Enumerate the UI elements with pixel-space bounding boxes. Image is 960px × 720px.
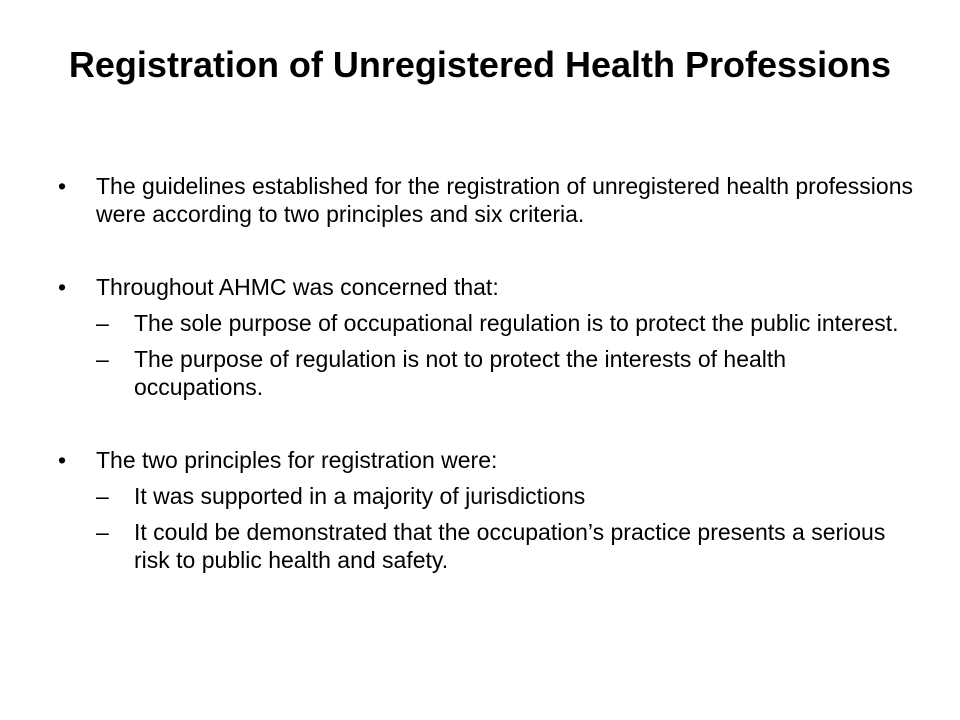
bullet-text: The two principles for registration were: bbox=[96, 447, 498, 473]
sub-bullet-text: It was supported in a majority of jurisdictions bbox=[134, 483, 586, 509]
sub-bullet-item bbox=[96, 309, 918, 337]
bullet-text: Throughout AHMC was concerned that: bbox=[96, 274, 499, 300]
sub-bullet-list bbox=[96, 482, 918, 574]
dash-marker: – bbox=[96, 483, 109, 509]
bullet-marker: • bbox=[58, 447, 67, 473]
bullet-item bbox=[58, 273, 918, 401]
dash-marker: – bbox=[96, 519, 109, 545]
bullet-item bbox=[58, 446, 918, 574]
sub-bullet-text: It could be demonstrated that the occupation’s practice presents a serious risk to public health and safety. bbox=[134, 519, 886, 573]
sub-bullet-text: The purpose of regulation is not to protect the interests of health occupations. bbox=[134, 346, 787, 400]
dash-marker: – bbox=[96, 310, 109, 336]
dash-marker: – bbox=[96, 346, 109, 372]
bullet-text: The guidelines established for the registration of unregistered health professions were according to two principles and six criteria. bbox=[96, 173, 913, 227]
bullet-marker: • bbox=[58, 173, 67, 199]
bullet-marker: • bbox=[58, 274, 67, 300]
sub-bullet-list bbox=[96, 309, 918, 401]
sub-bullet-text: The sole purpose of occupational regulation is to protect the public interest. bbox=[134, 310, 899, 336]
sub-bullet-item bbox=[96, 482, 918, 510]
sub-bullet-item bbox=[96, 518, 918, 574]
slide-title: Registration of Unregistered Health Professions bbox=[68, 44, 892, 85]
sub-bullet-item bbox=[96, 345, 918, 401]
bullet-list bbox=[58, 172, 918, 574]
bullet-item bbox=[58, 172, 918, 228]
